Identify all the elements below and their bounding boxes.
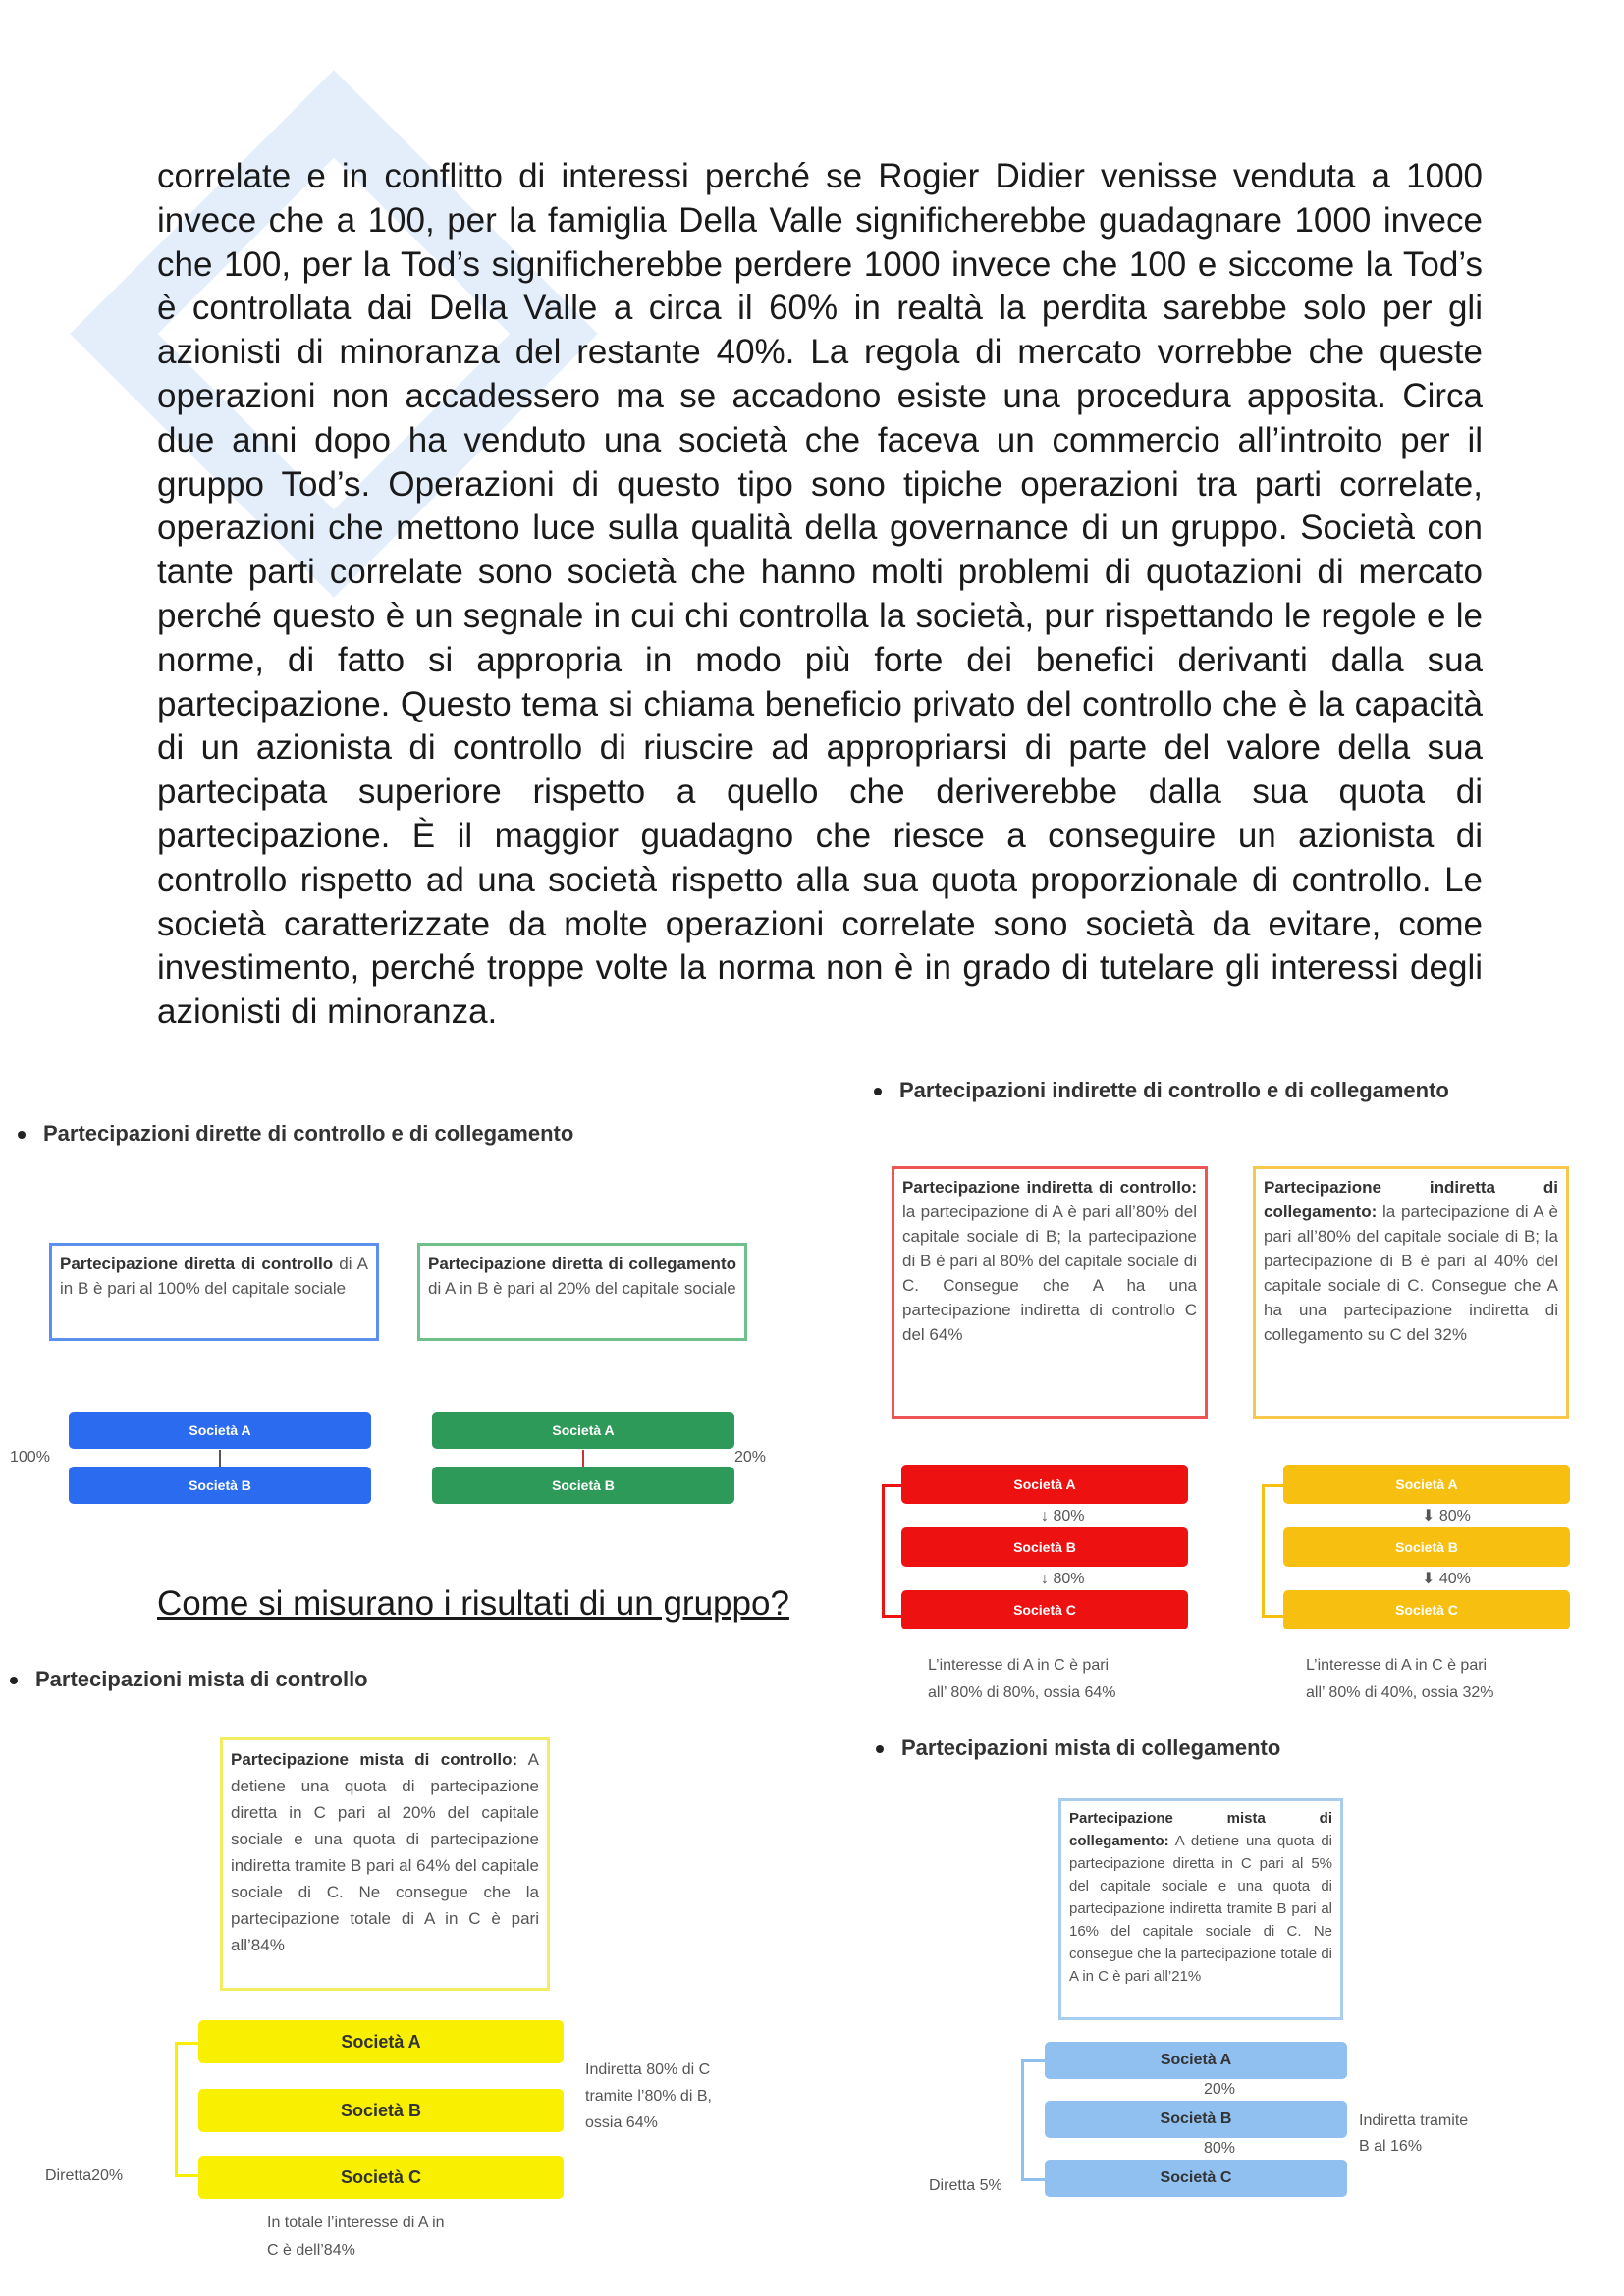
question-heading: Come si misurano i risultati di un gruppo?	[157, 1584, 789, 1623]
mixed-control-note-right-2: tramite l’80% di B,	[585, 2088, 712, 2105]
mixed-link-connector	[1021, 2059, 1047, 2181]
mixed-control-note-bottom-1: In totale l’interesse di A in	[267, 2215, 445, 2231]
direct-control-definition: Partecipazione diretta di controllo di A in B è pari al 100% del capitale sociale	[49, 1243, 379, 1341]
indirect-control-societa-b: Società B	[901, 1527, 1188, 1567]
indirect-control-societa-c: Società C	[901, 1590, 1188, 1629]
direct-link-societa-a: Società A	[432, 1412, 734, 1449]
indirect-control-ab-percent: ↓ 80%	[1041, 1508, 1085, 1524]
direct-link-societa-b: Società B	[432, 1467, 734, 1504]
mixed-control-note-right-3: ossia 64%	[585, 2114, 658, 2131]
mixed-link-societa-a: Società A	[1045, 2042, 1347, 2079]
indirect-control-societa-a: Società A	[901, 1465, 1188, 1504]
mixed-control-societa-b: Società B	[198, 2089, 564, 2132]
mixed-control-definition: Partecipazione mista di controllo: A detiene una quota di partecipazione diretta in C pari al 20% del capitale sociale e una quota di partecipazione indiretta tramite B pari al 64% del capitale sociale di C. Ne consegue che la partecipazione totale di A in C è pari all’84%	[220, 1737, 550, 1991]
mixed-control-societa-a: Società A	[198, 2020, 564, 2063]
indirect-control-definition: Partecipazione indiretta di controllo: la partecipazione di A è pari all’80% del capitale sociale di B; la partecipazione di B è pari al 80% del capitale sociale di C. Consegue che A ha una partecipazione indiretta di controllo C del 64%	[892, 1166, 1208, 1419]
mixed-control-note-right-1: Indiretta 80% di C	[585, 2061, 711, 2078]
indirect-link-societa-b: Società B	[1283, 1527, 1570, 1567]
mixed-control-section-title: Partecipazioni mista di controllo	[10, 1667, 368, 1692]
indirect-control-bc-percent: ↓ 80%	[1041, 1571, 1085, 1587]
bullet-icon	[18, 1131, 26, 1139]
bullet-icon	[874, 1088, 882, 1095]
indirect-link-bc-percent: ⬇ 40%	[1422, 1571, 1471, 1587]
mixed-link-definition: Partecipazione mista di collegamento: A detiene una quota di partecipazione diretta in C pari al 5% del capitale sociale e una quota di partecipazione indiretta tramite B pari al 16% del capitale sociale di C. Ne consegue che la partecipazione totale di A in C è pari all’21%	[1058, 1798, 1343, 2020]
mixed-control-societa-c: Società C	[198, 2156, 564, 2199]
mixed-link-societa-b: Società B	[1045, 2101, 1347, 2138]
mixed-link-note-right-2: B al 16%	[1359, 2138, 1423, 2155]
mixed-link-note-left: Diretta 5%	[929, 2177, 1002, 2194]
indirect-link-ab-percent: ⬇ 80%	[1422, 1508, 1471, 1524]
indirect-control-note-1: L’interesse di A in C è pari	[928, 1657, 1110, 1674]
direct-link-definition: Partecipazione diretta di collegamento di A in B è pari al 20% del capitale sociale	[417, 1243, 747, 1341]
indirect-control-note-2: all’ 80% di 80%, ossia 64%	[928, 1684, 1116, 1701]
mixed-link-note-right-1: Indiretta tramite	[1359, 2112, 1469, 2129]
indirect-link-note-2: all’ 80% di 40%, ossia 32%	[1306, 1684, 1494, 1701]
mixed-link-bc-percent: 80%	[1204, 2140, 1236, 2157]
indirect-link-societa-c: Società C	[1283, 1590, 1570, 1629]
mixed-link-section-title: Partecipazioni mista di collegamento	[876, 1735, 1280, 1761]
direct-link-percent: 20%	[734, 1449, 767, 1466]
mixed-control-note-left: Diretta20%	[45, 2167, 124, 2184]
mixed-link-ab-percent: 20%	[1204, 2081, 1236, 2098]
direct-link-arrow	[582, 1450, 584, 1467]
mixed-control-note-bottom-2: C è dell’84%	[267, 2242, 355, 2259]
direct-control-arrow	[219, 1450, 221, 1467]
mixed-control-connector	[175, 2042, 198, 2177]
indirect-link-societa-a: Società A	[1283, 1465, 1570, 1504]
indirect-link-connector	[1262, 1484, 1283, 1618]
bullet-icon	[876, 1745, 884, 1753]
direct-control-percent: 100%	[10, 1449, 50, 1466]
mixed-link-societa-c: Società C	[1045, 2160, 1347, 2197]
direct-control-societa-a: Società A	[69, 1412, 371, 1449]
indirect-link-note-1: L’interesse di A in C è pari	[1306, 1657, 1488, 1674]
direct-section-title: Partecipazioni dirette di controllo e di collegamento	[18, 1121, 573, 1147]
indirect-link-definition: Partecipazione indiretta di collegamento: la partecipazione di A è pari all’80% del capitale sociale di B; la partecipazione di B è pari al 40% del capitale sociale di C. Consegue che A ha una partecipazione indiretta di collegamento su C del 32%	[1253, 1166, 1569, 1419]
direct-control-societa-b: Società B	[69, 1467, 371, 1504]
indirect-control-connector	[882, 1484, 901, 1618]
indirect-section-title: Partecipazioni indirette di controllo e di collegamento	[874, 1078, 1449, 1103]
body-paragraph: correlate e in conflitto di interessi perché se Rogier Didier venisse venduta a 1000 invece che a 100, per la famiglia Della Valle significherebbe guadagnare 1000 invece che 100, per la Tod’s significherebbe perdere 1000 invece che 100 e siccome la Tod’s è controllata dai Della Valle a circa il 60% in realtà la perdita sarebbe solo per gli azionisti di minoranza del restante 40%. La regola di mercato vorrebbe che queste operazioni non accadessero ma se accadono esiste una procedura apposita. Circa due anni dopo ha venduto una società che faceva un commercio all’introito per il gruppo Tod’s. Operazioni di questo tipo sono tipiche operazioni tra parti correlate, operazioni che mettono luce sulla qualità della governance di un gruppo. Società con tante parti correlate sono società che hanno molti problemi di quotazioni di mercato perché questo è un segnale in cui chi controlla la società, pur rispettando le regole e le norme, di fatto si appropria in modo più forte dei benefici derivanti dalla sua partecipazione. Questo tema si chiama beneficio privato del controllo che è la capacità di un azionista di controllo di riuscire ad appropriarsi di parte del valore della sua partecipata superiore rispetto a quello che deriverebbe dalla sua quota di partecipazione. È il maggior guadagno che riesce a conseguire un azionista di controllo rispetto ad una società rispetto alla sua quota proporzionale di controllo. Le società caratterizzate da molte operazioni correlate sono società da evitare, come investimento, perché troppe volte la norma non è in grado di tutelare gli interessi degli azionisti di minoranza.	[157, 157, 1483, 1032]
bullet-icon	[10, 1677, 18, 1684]
